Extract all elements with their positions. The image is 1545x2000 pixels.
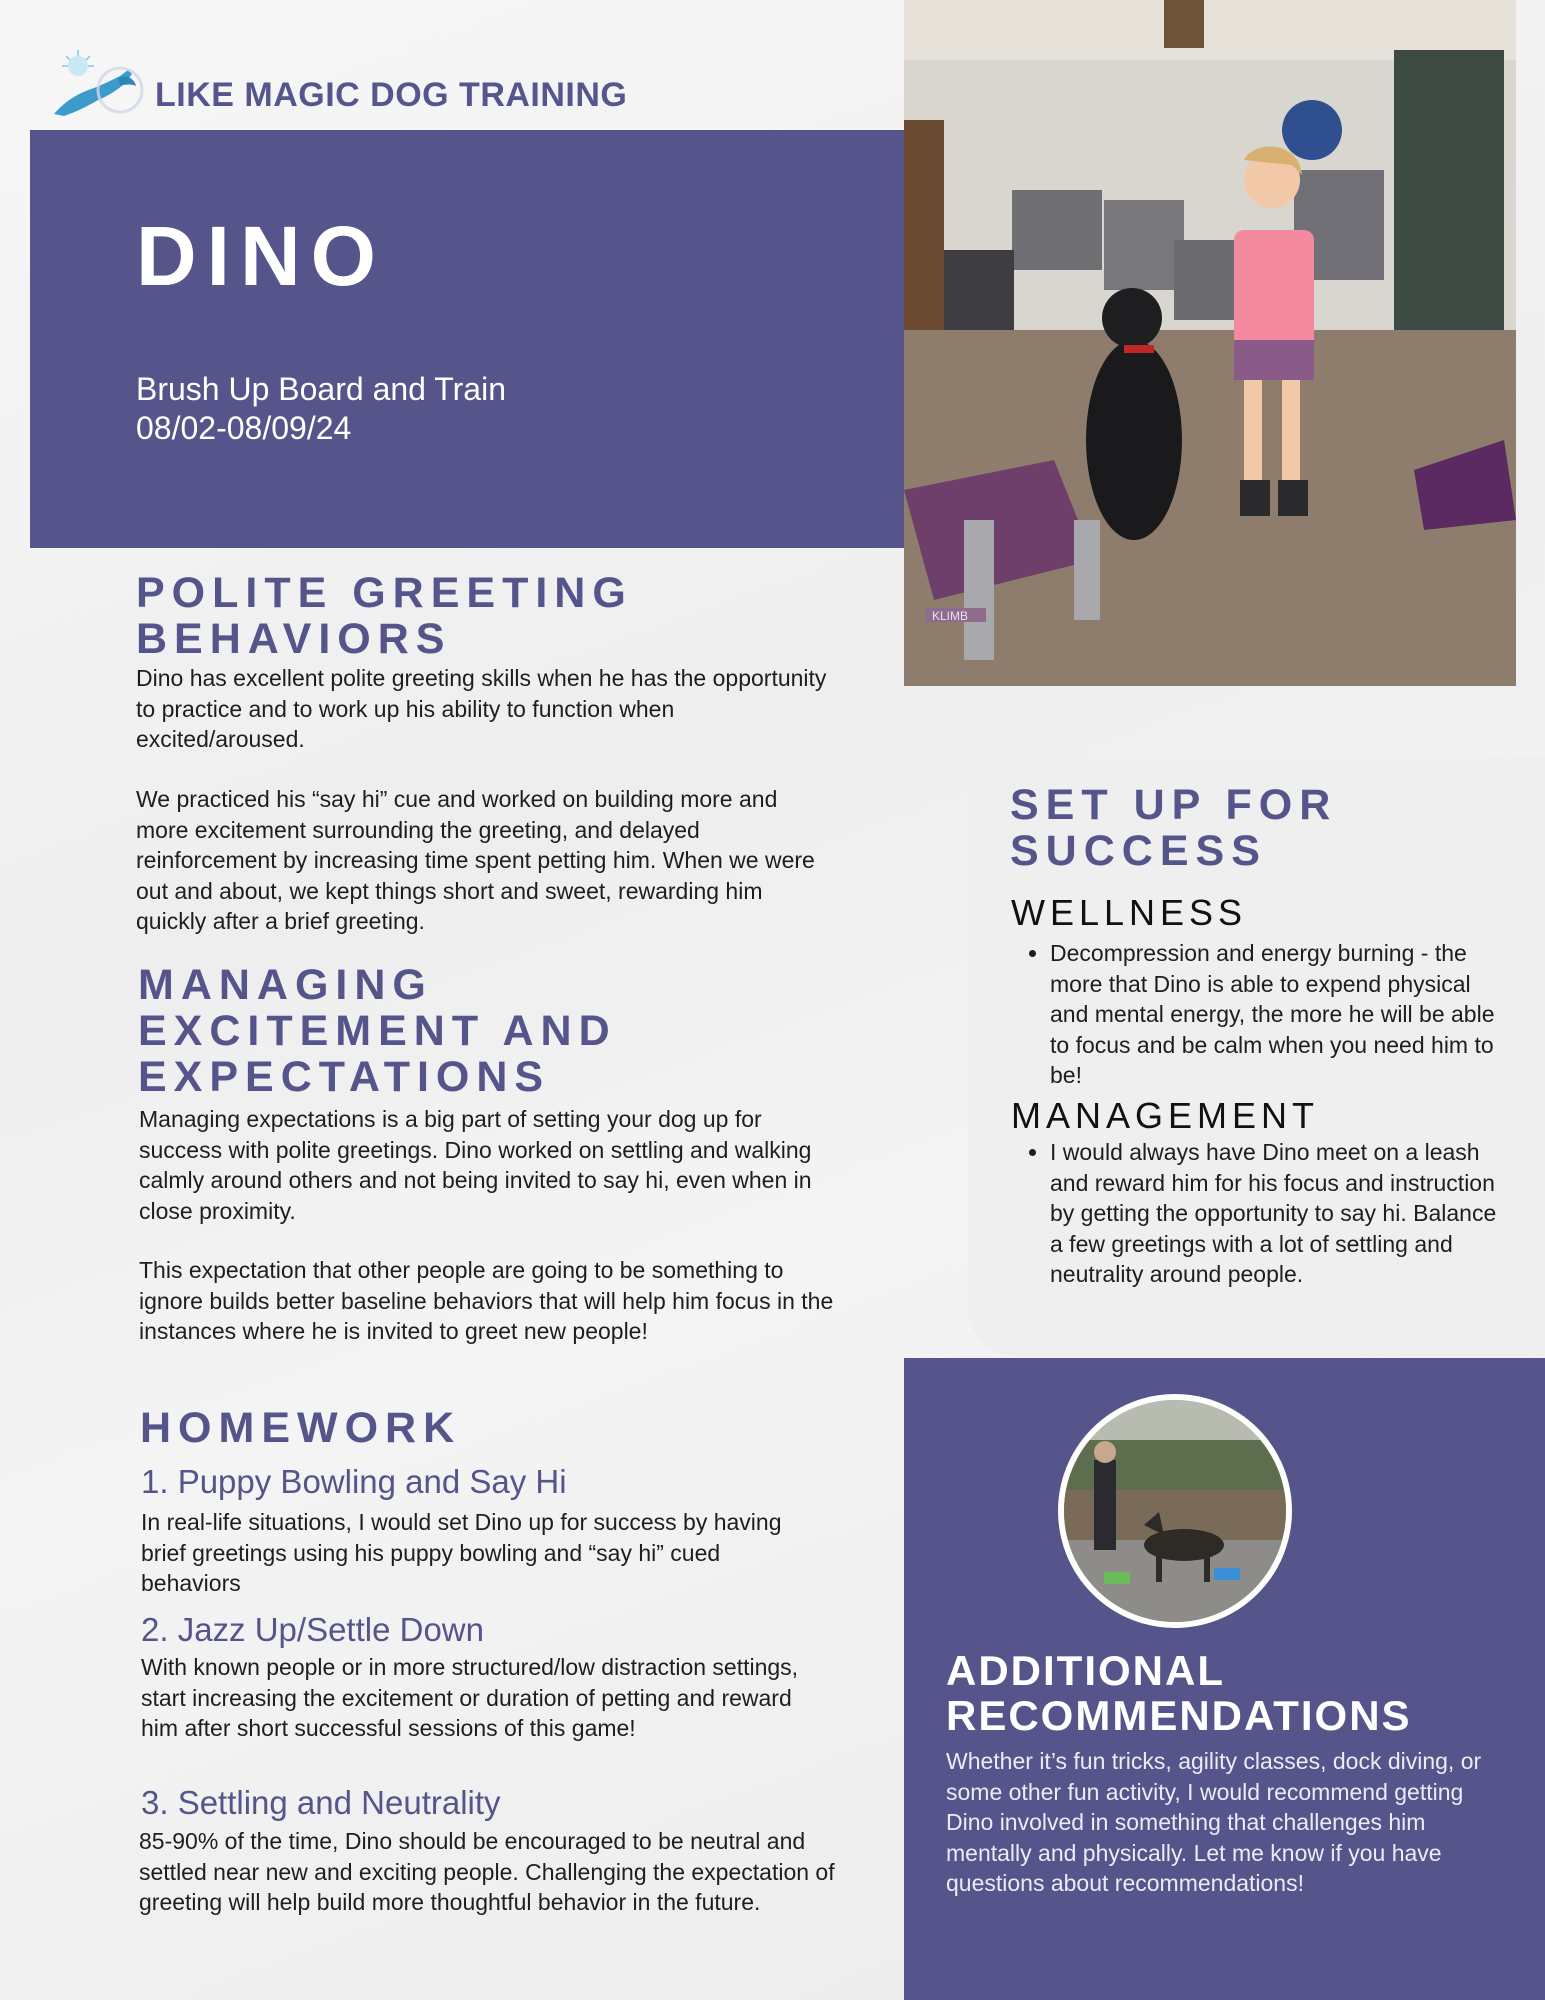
- section-title-polite-greeting: POLITE GREETING BEHAVIORS: [136, 569, 633, 663]
- section-title-success: SET UP FOR SUCCESS: [1010, 781, 1338, 875]
- brand-name: LIKE MAGIC DOG TRAINING: [155, 76, 628, 114]
- recommendations-text: Whether it’s fun tricks, agility classes, dock diving, or some other fun activity, I would recommend getting Dino involved in something that challenges him mentally and physically. Let me know if you have questions about recommendations!: [946, 1748, 1482, 1896]
- homework-item-title: 1. Puppy Bowling and Say Hi: [141, 1463, 567, 1500]
- homework-item-text: With known people or in more structured/low distraction settings, start increasing the excitement or duration of petting and reward him after short successful sessions of this game!: [141, 1654, 799, 1741]
- program-name: Brush Up Board and Train: [136, 371, 506, 407]
- wellness-title: WELLNESS: [1011, 892, 1248, 933]
- section-title-recommendations: ADDITIONAL RECOMMENDATIONS: [946, 1647, 1412, 1739]
- managing-paragraph: Managing expectations is a big part of setting your dog up for success with polite greetings. Dino worked on settling and walking calmly around others and not being invited to say hi, even when in close proximity.: [139, 1106, 812, 1224]
- polite-greeting-paragraph: We practiced his “say hi” cue and worked on building more and more excitement surrounding the greeting, and delayed reinforcement by increasing time spent petting him. When we were out and about, we kept things short and sweet, rewarding him quickly after a brief greeting.: [136, 786, 815, 934]
- wellness-list: [1010, 938, 1510, 1091]
- managing-paragraph: This expectation that other people are going to be something to ignore builds better baseline behaviors that will help him focus in the instances where he is invited to greet new people!: [139, 1257, 834, 1344]
- program-dates: 08/02-08/09/24: [136, 410, 352, 446]
- homework-item-text: 85-90% of the time, Dino should be encouraged to be neutral and settled near new and exciting people. Challenging the expectation of greeting will help build more thoughtful behavior in the future.: [139, 1828, 835, 1915]
- leaping-dog-logo-icon: [48, 48, 148, 120]
- homework-item-title: 2. Jazz Up/Settle Down: [141, 1611, 484, 1648]
- dog-outdoor-photo: [1058, 1394, 1292, 1628]
- klimb-brand-mark: KLIMB: [932, 609, 969, 623]
- management-list: [1010, 1137, 1510, 1290]
- dog-name-title: DINO: [136, 209, 386, 303]
- section-title-homework: HOMEWORK: [140, 1404, 462, 1452]
- program-info: [136, 370, 506, 448]
- management-bullet: • I would always have Dino meet on a leash and reward him for his focus and instruction by getting the opportunity to say hi. Balance a few greetings with a lot of settling and neutrality around people.: [1050, 1137, 1510, 1290]
- polite-greeting-paragraph: Dino has excellent polite greeting skills when he has the opportunity to practice and to work up his ability to function when excited/aroused.: [136, 665, 827, 752]
- homework-item-text: In real-life situations, I would set Dino up for success by having brief greetings using his puppy bowling and “say hi” cued behaviors: [141, 1509, 782, 1596]
- hero-banner: [30, 130, 904, 548]
- homework-item-title: 3. Settling and Neutrality: [141, 1784, 501, 1821]
- section-title-managing: MANAGING EXCITEMENT AND EXPECTATIONS: [138, 961, 617, 1101]
- wellness-bullet: • Decompression and energy burning - the more that Dino is able to expend physical and mental energy, the more he will be able to focus and be calm when you need him to be!: [1050, 938, 1510, 1091]
- management-title: MANAGEMENT: [1011, 1095, 1320, 1136]
- girl-training-dog-photo: [904, 0, 1516, 686]
